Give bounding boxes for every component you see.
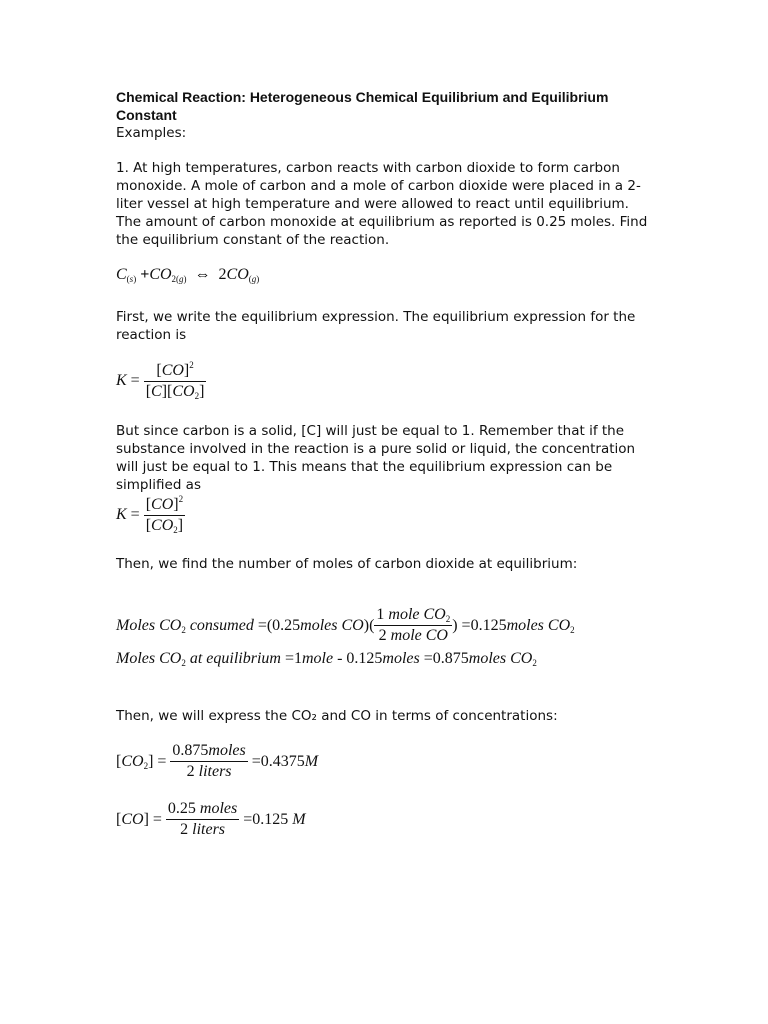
problem-paragraph: 1. At high temperatures, carbon reacts with carbon dioxide to form carbon monoxide. A mole of carbon and a mole of carbon dioxide were placed in a 2-liter vessel at high temperature and were allowed to react until equilibrium. The amount of carbon monoxide at equilibrium as reported is 0.25 moles. Find the equilibrium constant of the reaction. — [116, 160, 648, 248]
expression-intro-paragraph: First, we write the equilibrium expression. The equilibrium expression for the reaction is — [116, 309, 636, 343]
co2-concentration-equation: $[CO_2]$ = $\frac{\text{0.875moles}}{\text{2 liters}}$ =0.4375M — [116, 742, 319, 780]
equilibrium-expression-simplified: K = $\frac{[CO]^2}{[CO_2]}$ — [116, 494, 184, 535]
examples-label: Examples: — [116, 125, 187, 141]
reaction-equation: $C_{(s)} +CO_{2(g)}$ ⇔ $2CO_{(g)}$ — [116, 266, 260, 284]
moles-equilibrium-equation: Moles $CO_2$ at equilibrium =1mole - 0.125moles =0.875moles $CO_2$ — [116, 650, 537, 668]
moles-consumed-equation: Moles $CO_2$ consumed =(0.25moles CO)( $\frac{1 mole CO_2}{\text{2 mole CO}}$ ) =0.125moles $CO_2$ — [116, 606, 575, 644]
co-concentration-equation: [CO] = $\frac{\text{0.25 moles}}{\text{2 liters}}$ =0.125 M — [116, 800, 306, 838]
solid-explanation-paragraph: But since carbon is a solid, [C] will just be equal to 1. Remember that if the substance involved in the reaction is a pure solid or liquid, the concentration will just be equal to 1. This means that the equilibrium expression can be simplified as — [116, 423, 636, 493]
document-title: Chemical Reaction: Heterogeneous Chemical Equilibrium and Equilibrium Constant — [116, 89, 609, 123]
equilibrium-expression-full: K = $\frac{[CO]^2}{[C][CO_2]}$ — [116, 360, 205, 401]
concentration-intro-paragraph: Then, we will express the CO₂ and CO in terms of concentrations: — [116, 708, 558, 724]
moles-intro-paragraph: Then, we find the number of moles of carbon dioxide at equilibrium: — [116, 556, 578, 572]
